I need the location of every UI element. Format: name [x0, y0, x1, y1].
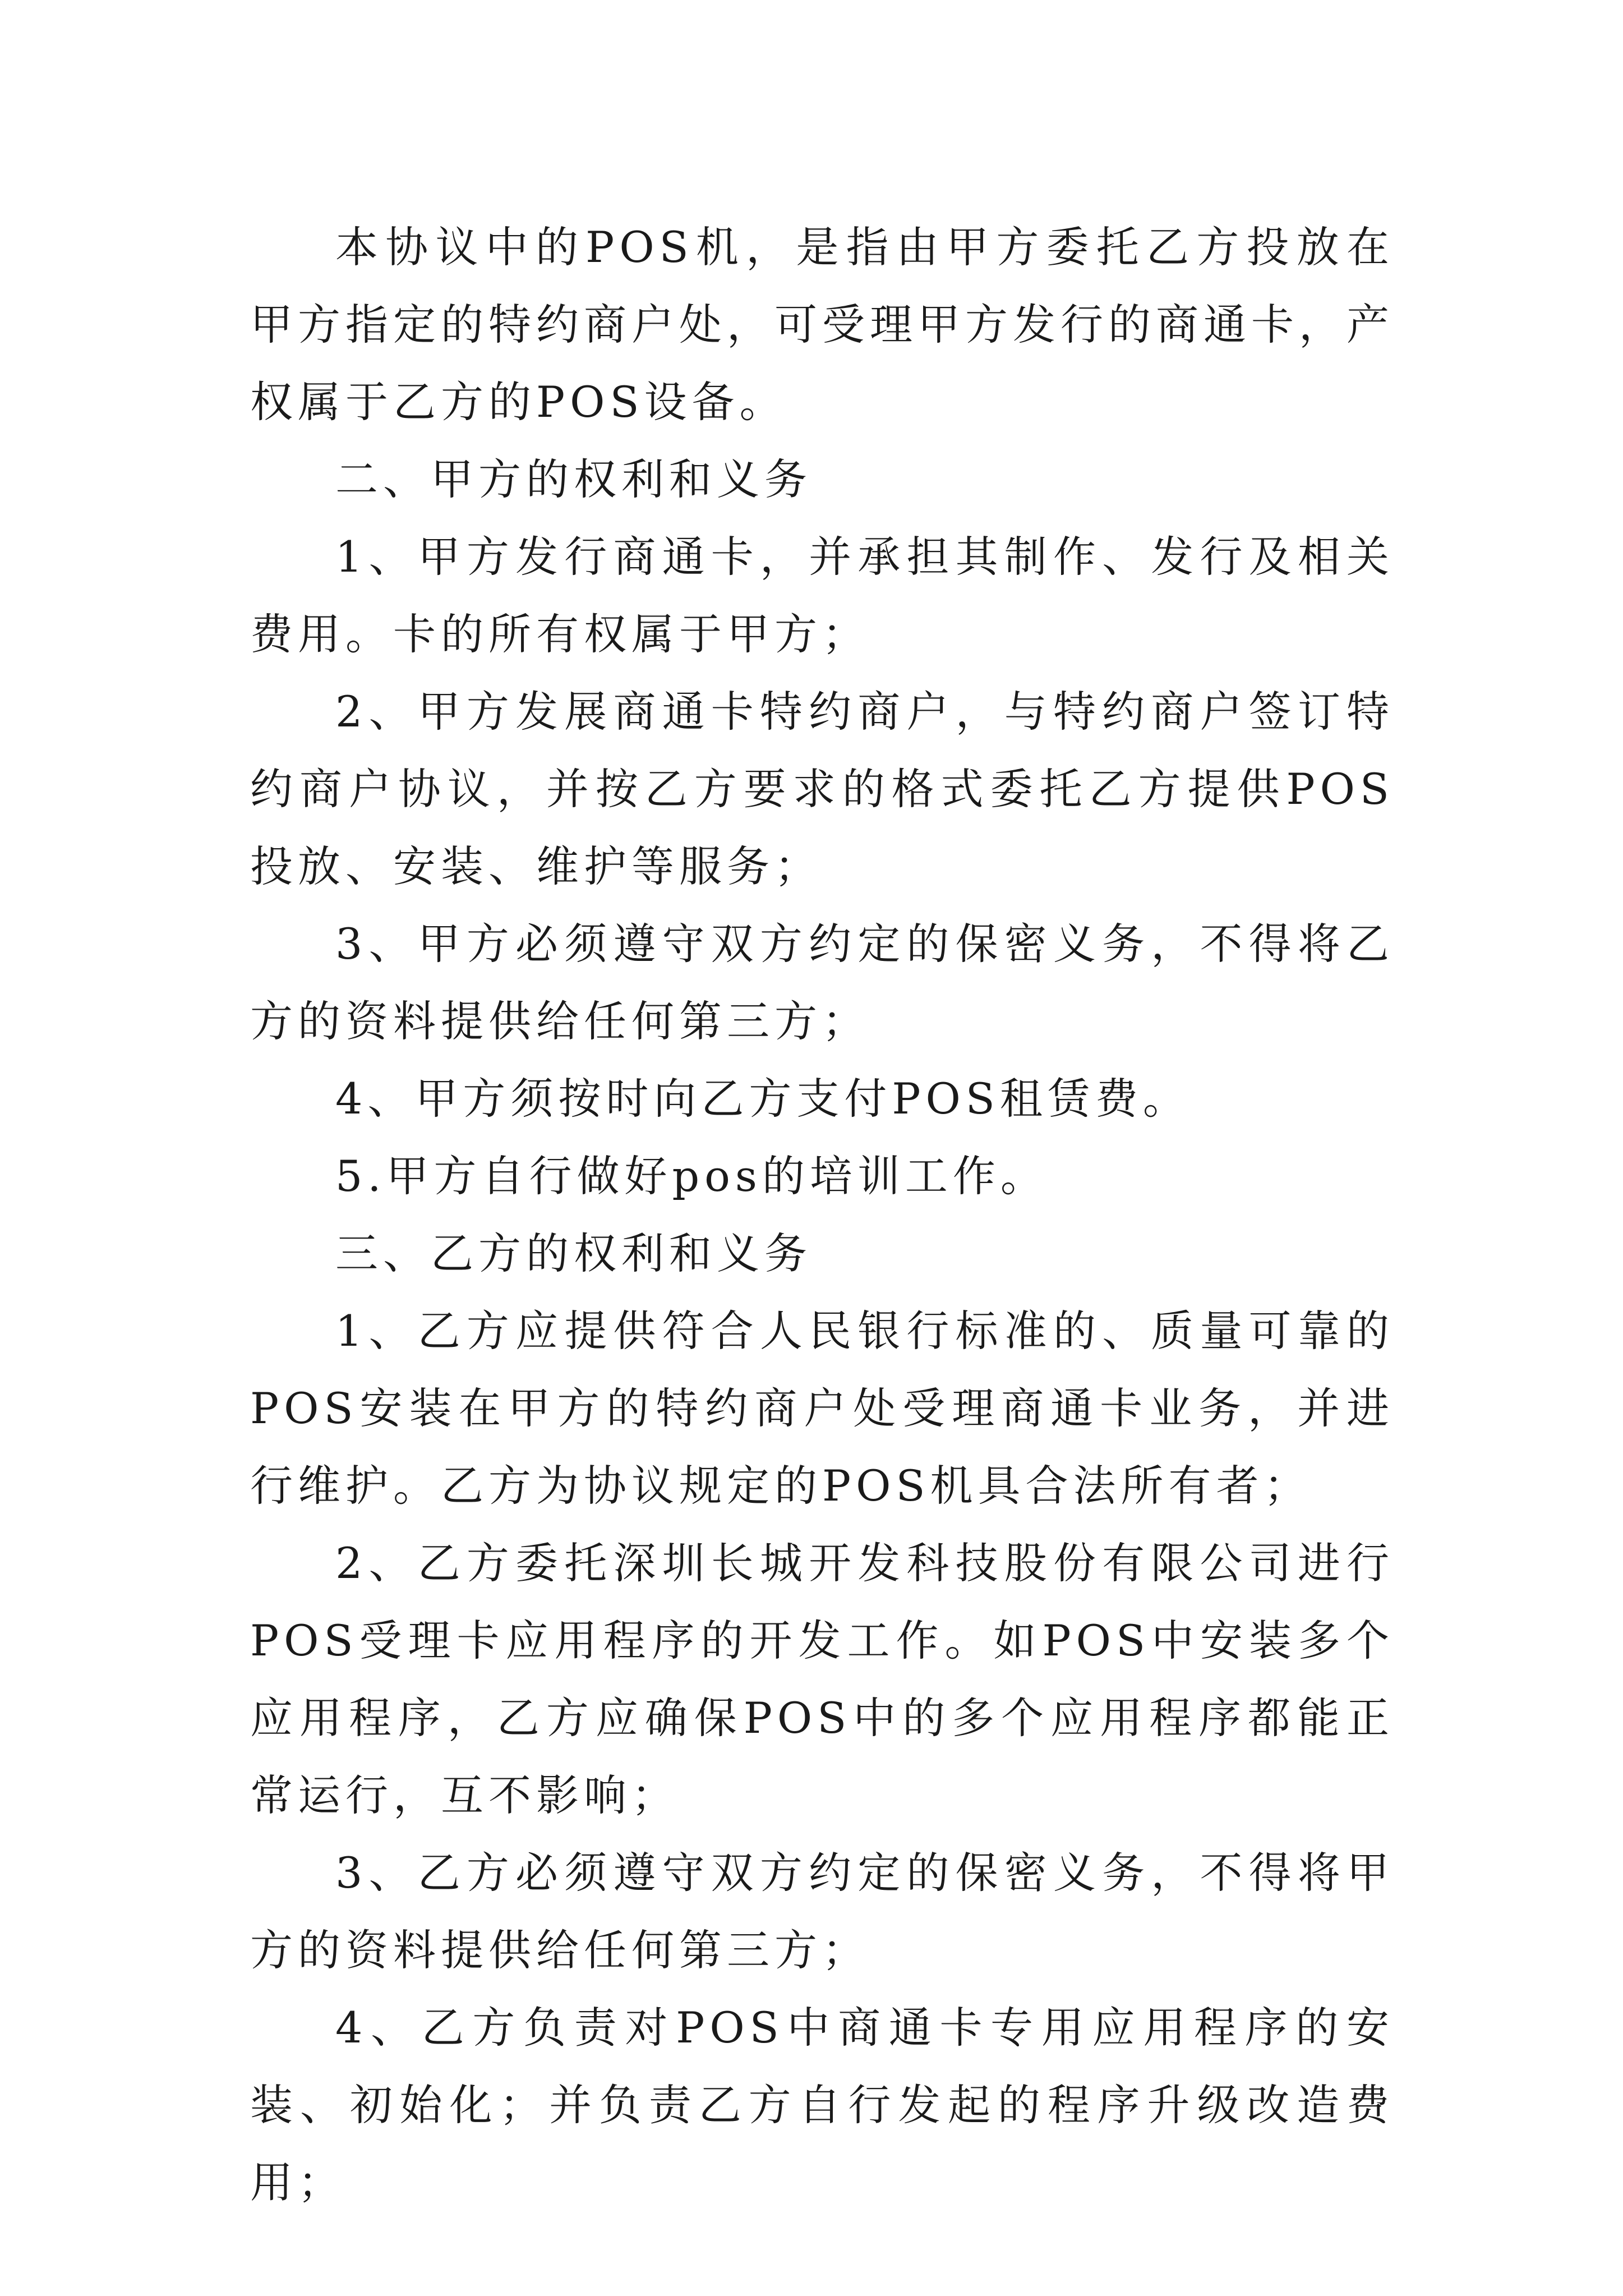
- document-body: [250, 209, 1394, 2221]
- paragraph-b-1: 1、乙方应提供符合人民银行标准的、质量可靠的POS安装在甲方的特约商户处受理商通卡业务，并进行维护。乙方为协议规定的POS机具合法所有者；: [250, 1306, 1394, 1511]
- paragraph-a-1: 1、甲方发行商通卡，并承担其制作、发行及相关费用。卡的所有权属于甲方；: [250, 532, 1394, 659]
- heading-party-b-rights: 三、乙方的权利和义务: [335, 1228, 812, 1278]
- paragraph-a-3: 3、甲方必须遵守双方约定的保密义务，不得将乙方的资料提供给任何第三方；: [250, 919, 1394, 1046]
- paragraph-a-5: 5.甲方自行做好pos的培训工作。: [335, 1151, 1048, 1201]
- heading-party-a-rights: 二、甲方的权利和义务: [335, 454, 812, 504]
- paragraph-b-4: 4、乙方负责对POS中商通卡专用应用程序的安装、初始化；并负责乙方自行发起的程序升级改造费用；: [250, 2003, 1394, 2207]
- paragraph-b-2: 2、乙方委托深圳长城开发科技股份有限公司进行POS受理卡应用程序的开发工作。如POS中安装多个应用程序，乙方应确保POS中的多个应用程序都能正常运行，互不影响；: [250, 1538, 1394, 1820]
- paragraph-a-2: 2、甲方发展商通卡特约商户，与特约商户签订特约商户协议，并按乙方要求的格式委托乙方提供POS投放、安装、维护等服务；: [250, 687, 1394, 891]
- paragraph-a-4: 4、甲方须按时向乙方支付POS租赁费。: [335, 1074, 1191, 1124]
- paragraph-pos-definition: 本协议中的POS机，是指由甲方委托乙方投放在甲方指定的特约商户处，可受理甲方发行的商通卡，产权属于乙方的POS设备。: [250, 222, 1394, 427]
- paragraph-b-3: 3、乙方必须遵守双方约定的保密义务，不得将甲方的资料提供给任何第三方；: [250, 1848, 1394, 1975]
